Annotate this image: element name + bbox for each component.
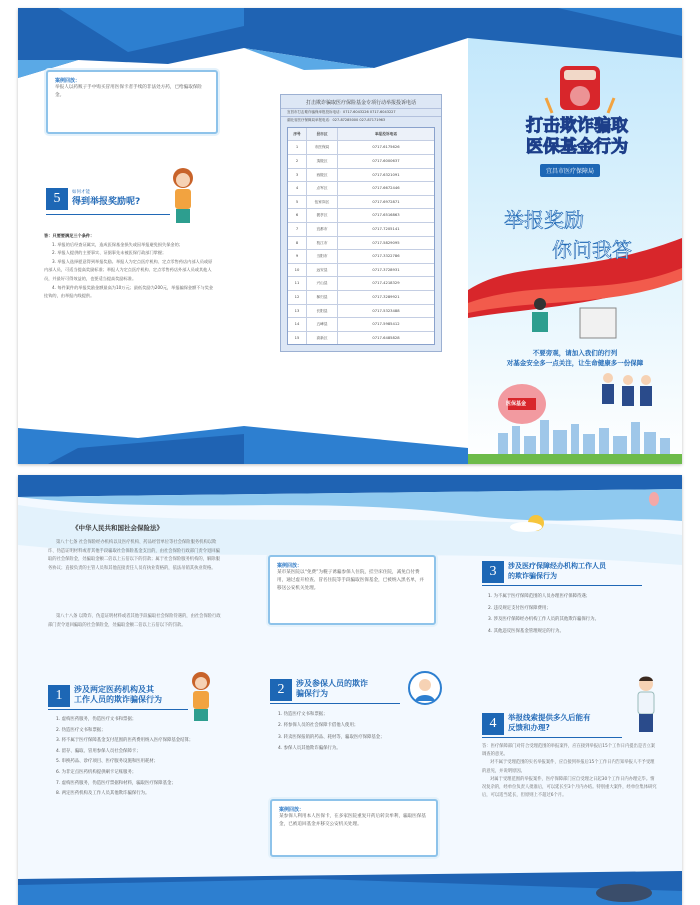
list-item: 8. 两定医药机构及工作人员其他欺诈骗保行为。 — [56, 791, 150, 797]
call-line: 不要旁观，请加入我们的行列 — [532, 349, 618, 357]
law-paragraph: 第八十七条 社会保险经办机构以及医疗机构、药品经营单位等社会保险服务机构以欺诈、伪造证明材料或者其他手段骗取社会保险基金支出的，由社会保险行政部门责令退回骗取的社会保险金，处骗取金额二倍以上五倍以下的罚款；属于社会保险服务机构的，解除服务协议；直接负责的主管人员和其他直接责任人员有执业资格的，依法吊销其执业资格。 — [48, 540, 220, 571]
condition-item: 4. 每件案件的举报奖励金额最高为10万元；最低奖励为200元，举报骗保金额不与奖金挂钩的，由举报内线提供。 — [44, 284, 214, 299]
table-row — [288, 304, 434, 318]
case-box-3 — [270, 799, 438, 857]
list-item: 3. 转卖医保报销的药品、耗材等，骗取医疗保障基金； — [278, 734, 385, 740]
slogan-line: 你问我答 — [552, 240, 632, 262]
panel-hotline-table — [244, 8, 468, 464]
table-note: 宜昌市打击欺诈骗保举报投诉电话：0717-6043226 0717-6043227 — [281, 108, 441, 116]
section-list — [278, 709, 428, 755]
list-item: 4. 其他违反医保基金管理规定的行为。 — [488, 628, 564, 634]
pig-label: 医保基金 — [506, 401, 527, 407]
divider — [46, 214, 170, 215]
condition-item: 2. 举报人提供的主要事实、证据事先未被医保行政部门掌握； — [52, 250, 167, 256]
agency-badge: 宜昌市医疗保障局 — [540, 164, 600, 177]
table-cell: 0717-5323488 — [372, 308, 400, 313]
section-number: 2 — [270, 679, 292, 701]
table-row — [288, 181, 434, 195]
section-title-line: 涉及参保人员的欺诈 — [296, 679, 368, 688]
table-cell: 市医保局 — [307, 141, 338, 154]
answer-paragraph: 答：医疗保障部门对符合受理范围的举报案件，应在接到举报后15个工作日内提出是否立案调查的意见。 — [482, 744, 656, 758]
list-item: 1. 虚构医药服务，伪造医疗文书和票据； — [56, 717, 137, 722]
section-subtitle: 如何才能 — [72, 190, 90, 195]
table-cell: 2 — [288, 155, 307, 168]
section-title — [74, 685, 162, 705]
table-row — [288, 276, 434, 290]
conditions-block — [44, 232, 214, 301]
panel-cover — [468, 8, 682, 464]
case-body: 举报人以药贩子手中购买冒用医保卡者手续的非法处方药，已给骗取保险金。 — [55, 85, 203, 98]
table-cell: 0717-6516863 — [372, 213, 400, 218]
table-cell: 0717-3289921 — [372, 294, 400, 299]
list-item: 2. 伪造医疗文书和票据； — [56, 727, 106, 733]
table-cell: 0717-3728931 — [372, 267, 400, 272]
panel-reward-conditions — [18, 8, 244, 464]
table-row — [288, 168, 434, 182]
hotline-grid — [287, 127, 435, 346]
table-cell: 秭归县 — [307, 291, 338, 304]
table-cell: 9 — [288, 250, 307, 263]
table-note: 湖北省医疗保障局举报电话：027-87285000 027-87171963 — [281, 116, 441, 124]
section-number: 4 — [482, 713, 504, 735]
section-title — [296, 679, 368, 699]
table-cell: 4 — [288, 182, 307, 195]
cover-title-line: 医保基金行为 — [526, 137, 628, 157]
table-cell: 0717-6972871 — [372, 199, 400, 204]
list-item: 3. 将不属于医疗保障基金支付范围的医药费用纳入医疗保障基金结算； — [56, 738, 194, 744]
table-cell: 0717-6321091 — [372, 172, 400, 177]
table-row — [288, 236, 434, 250]
section-title-line: 反馈和办理? — [508, 723, 550, 732]
case-body: 某参保人利用本人医保卡，在多家医院重复开药后转卖牟利，骗取医保基金，已被追回基金并移交公安机关处理。 — [279, 814, 427, 827]
section-title: 得到举报奖励呢? — [72, 197, 141, 207]
section-title — [508, 713, 591, 733]
table-cell: 西陵区 — [307, 169, 338, 182]
table-cell: 13 — [288, 305, 307, 318]
list-item: 4. 留存、骗取、冒用参保人员社会保障卡； — [56, 748, 141, 754]
column-header: 县市区 — [307, 128, 338, 141]
list-item: 2. 将参保人员的社会保障卡借他人使用； — [278, 723, 359, 729]
woman-illustration-icon — [168, 166, 198, 228]
table-cell: 0717-7205141 — [372, 226, 400, 231]
table-cell: 伍家岗区 — [307, 196, 338, 209]
brochure-outside — [18, 8, 682, 464]
section-list — [488, 591, 658, 637]
doctor-avatar-icon — [408, 671, 442, 705]
table-cell: 五峰县 — [307, 318, 338, 331]
hotline-table — [280, 94, 442, 352]
brochure-inside — [18, 475, 682, 905]
table-row — [288, 195, 434, 209]
table-cell: 高新区 — [307, 332, 338, 345]
table-cell: 兴山县 — [307, 277, 338, 290]
table-cell: 3 — [288, 169, 307, 182]
table-row — [288, 317, 434, 331]
table-cell: 当阳市 — [307, 250, 338, 263]
table-cell: 8 — [288, 237, 307, 250]
table-cell: 0717-6175626 — [372, 145, 400, 150]
list-item: 2. 违反规定支付医疗保障费用； — [488, 605, 551, 611]
table-title: 打击欺诈骗取医疗保险基金专项行动举报投诉电话 — [305, 100, 416, 106]
table-cell: 长阳县 — [307, 305, 338, 318]
table-cell: 6 — [288, 209, 307, 222]
man-illustration-icon — [632, 675, 660, 735]
answer-paragraph: 对属于受理范围的举报案件，医疗保障部门应自受理之日起30个工作日内办理完毕。情况复杂的，经单位负责人批准后，可以延长至3个月内办结。特别重大案件，经单位集体研究后，可以适当延长，但原则上不超过6个月。 — [482, 776, 657, 799]
section-title-line: 的欺诈骗保行为 — [508, 572, 557, 580]
section-title — [508, 561, 606, 581]
section-answer — [482, 743, 658, 800]
table-row — [288, 222, 434, 236]
section-title-line: 骗保行为 — [296, 689, 328, 698]
section-title-line: 工作人员的欺诈骗保行为 — [74, 695, 162, 704]
table-cell: 宜都市 — [307, 223, 338, 236]
case-body: 某市某医院以“免费”为幌子诱骗参保人住院，挂空床住院，减免自付费用，通过虚开检查、冒名住院等手段骗取医保基金，已被纳入黑名单，并移送公安机关处理。 — [277, 570, 425, 591]
call-to-action — [478, 348, 672, 368]
section-title-line: 涉及两定医药机构及其 — [74, 685, 154, 694]
list-item: 1. 伪造医疗文书和票据； — [278, 712, 328, 717]
condition-item: 3. 举报人选择愿意得到举报奖励。举报人为定点医疗机构、定点零售药店内部人员或原内部人员，可适当提高奖励标准；举报人为定点医疗机构、定点零售药店外部人员或其他人员，并最好可得效益的，也要适当提高奖励标准。 — [44, 258, 213, 281]
table-row — [288, 140, 434, 154]
list-item: 1. 为不属于医疗保障范围的人员办理医疗保障待遇； — [488, 594, 591, 599]
table-row — [288, 331, 434, 345]
table-cell: 远安县 — [307, 264, 338, 277]
table-cell: 猇亭区 — [307, 209, 338, 222]
case-title: 案例回放： — [277, 563, 303, 569]
table-cell: 0717-6000637 — [372, 159, 400, 163]
table-row — [288, 263, 434, 277]
section-number: 3 — [482, 561, 504, 583]
section-number: 5 — [46, 188, 68, 210]
table-cell: 枝江市 — [307, 237, 338, 250]
law-paragraph: 第八十八条 以欺诈、伪造证明材料或者其他手段骗取社会保险待遇的，由社会保险行政部门责令退回骗取的社会保险金，处骗取金额二倍以上五倍以下的罚款。 — [48, 614, 221, 628]
table-cell: 点军区 — [307, 182, 338, 195]
case-title: 案例回放： — [279, 807, 305, 813]
table-cell: 10 — [288, 264, 307, 277]
case-box-1 — [46, 70, 218, 134]
table-cell: 0717-4218329 — [372, 281, 400, 286]
column-header: 序号 — [288, 128, 307, 141]
call-line: 对基金安全多一点关注，让生命健康多一份保障 — [506, 359, 644, 367]
section-list — [56, 715, 224, 800]
table-cell: 0717-5829095 — [372, 240, 400, 245]
column-header: 举报投诉电话 — [374, 131, 398, 136]
divider — [482, 737, 622, 738]
list-item: 6. 为非定点医药机构提供刷卡记账服务； — [56, 769, 137, 775]
table-cell: 14 — [288, 318, 307, 331]
table-cell: 0717-6672446 — [372, 186, 400, 191]
table-cell: 0717-6485828 — [372, 335, 400, 340]
table-row — [288, 290, 434, 304]
table-cell: 12 — [288, 291, 307, 304]
cover-title — [492, 116, 662, 158]
table-row — [288, 154, 434, 168]
table-row — [288, 208, 434, 222]
case-title: 案例回放： — [55, 78, 81, 84]
table-cell: 11 — [288, 277, 307, 290]
table-cell: 5 — [288, 196, 307, 209]
table-cell: 1 — [288, 141, 307, 154]
divider — [48, 709, 188, 710]
law-title: 《中华人民共和国社会保险法》 — [72, 524, 163, 532]
table-cell: 0717-3322786 — [372, 254, 400, 259]
divider — [270, 703, 400, 704]
list-item: 5. 串换药品、诊疗项目、医疗服务设施和医用耗材； — [56, 759, 159, 765]
list-item: 3. 涉及医疗保障经办机构工作人员的其他欺诈骗保行为。 — [488, 617, 599, 623]
list-item: 4. 参保人员其他欺诈骗保行为。 — [278, 746, 341, 752]
table-cell: 0717-5985412 — [372, 322, 400, 327]
slogan-line: 举报奖励 — [504, 210, 584, 232]
section-title-line: 举报线索提供多久后能有 — [508, 713, 591, 722]
table-cell: 7 — [288, 223, 307, 236]
section-title-line: 涉及医疗保障经办机构工作人员 — [508, 562, 606, 570]
case-box-2 — [268, 555, 436, 625]
table-header-row — [288, 128, 434, 141]
list-item: 7. 虚构医药服务，伪造医疗票据和材料，骗取医疗保障基金； — [56, 780, 176, 786]
conditions-heading: 答：只要要满足三个条件： — [44, 233, 95, 238]
section-number: 1 — [48, 685, 70, 707]
table-cell: 15 — [288, 332, 307, 345]
cover-title-line: 打击欺诈骗取 — [526, 116, 628, 136]
divider — [482, 585, 642, 586]
answer-paragraph: 对不属于受理范围的实名举报案件，应自接到举报后15个工作日内告知举报人不予受理的意见，并说明原因。 — [482, 760, 655, 774]
table-row — [288, 249, 434, 263]
table-cell: 夷陵区 — [307, 155, 338, 168]
condition-item: 1. 举报的后经查证属实，造成医保基金损失或因举报避免损失保金的； — [52, 241, 183, 247]
